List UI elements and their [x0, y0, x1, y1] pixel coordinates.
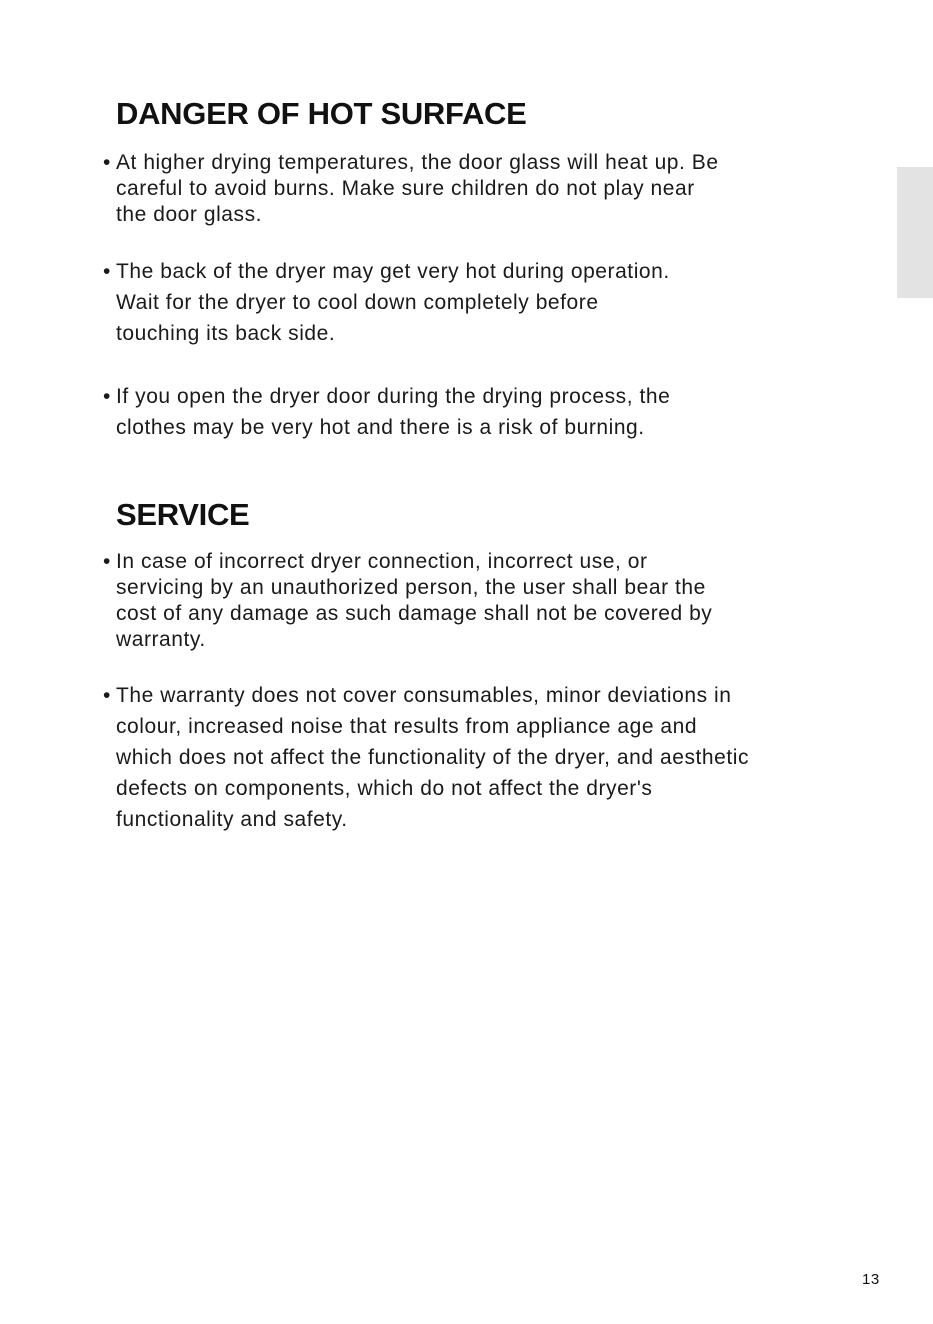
bullet-text-line: warranty. — [116, 628, 206, 651]
bullet-text-line: cost of any damage as such damage shall not be covered by — [116, 602, 713, 625]
section-marker-tab — [897, 167, 933, 298]
bullet-text-line: clothes may be very hot and there is a risk of burning. — [116, 416, 645, 439]
bullet-text-line: The back of the dryer may get very hot during operation. — [116, 260, 670, 283]
bullet-text-line: At higher drying temperatures, the door glass will heat up. Be — [116, 151, 719, 174]
bullet-text-line: the door glass. — [116, 203, 263, 226]
bullet-door-open-burn-risk — [103, 381, 670, 443]
bullet-text-line: defects on components, which do not affect the dryer's — [116, 777, 653, 800]
bullet-text-line: which does not affect the functionality of the dryer, and aesthetic — [116, 746, 750, 769]
bullet-marker: • — [103, 550, 111, 573]
bullet-marker: • — [103, 385, 111, 408]
bullet-text-line: touching its back side. — [116, 322, 336, 345]
bullet-warranty-exclusions — [103, 680, 749, 835]
bullet-incorrect-connection — [103, 549, 712, 653]
bullet-door-glass-heat — [103, 150, 719, 228]
bullet-text-line: servicing by an unauthorized person, the user shall bear the — [116, 576, 706, 599]
bullet-text-line: Wait for the dryer to cool down completely before — [116, 291, 599, 314]
bullet-text-line: functionality and safety. — [116, 808, 348, 831]
bullet-marker: • — [103, 684, 111, 707]
heading-service: SERVICE — [116, 497, 250, 532]
heading-danger-of-hot-surface: DANGER OF HOT SURFACE — [116, 96, 527, 131]
bullet-text-line: colour, increased noise that results from appliance age and — [116, 715, 698, 738]
bullet-marker: • — [103, 151, 111, 174]
page-number: 13 — [862, 1271, 880, 1288]
bullet-marker: • — [103, 260, 111, 283]
bullet-text-line: The warranty does not cover consumables, minor deviations in — [116, 684, 732, 707]
bullet-text-line: In case of incorrect dryer connection, incorrect use, or — [116, 550, 648, 573]
bullet-text-line: If you open the dryer door during the drying process, the — [116, 385, 671, 408]
bullet-back-hot — [103, 256, 670, 349]
bullet-text-line: careful to avoid burns. Make sure children do not play near — [116, 177, 695, 200]
